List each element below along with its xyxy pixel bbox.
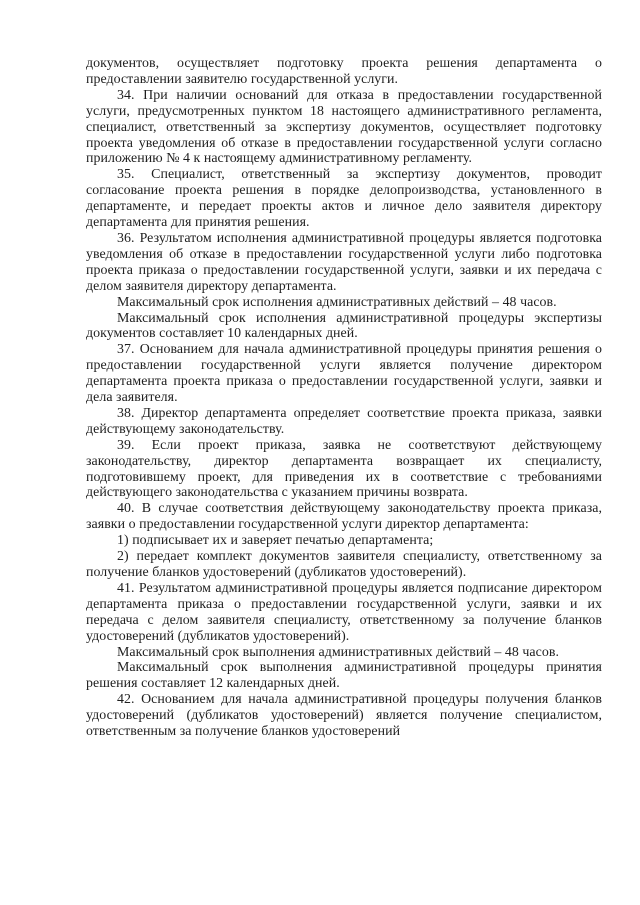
- paragraph-40-item-1: 1) подписывает их и заверяет печатью департамента;: [117, 533, 434, 549]
- paragraph-36: 36. Результатом исполнения административной процедуры является подготовка уведомления об отказе в предоставлении государственной услуги либо подготовка проекта приказа о предоставлении государственной услуги, заявки и их передача с делом заявителя директору департамента.: [86, 230, 602, 294]
- paragraph-37: 37. Основанием для начала административной процедуры принятия решения о предоставлении государственной услуги является получение директором департамента проекта приказа о предоставлении государственной услуги, заявки и дела заявителя.: [86, 342, 602, 406]
- paragraph-41: 41. Результатом административной процедуры является подписание директором департамента приказа о предоставлении государственной услуги, заявки и их передача с делом заявителя специалисту, ответственному за получение бланков удостоверений (дубликатов удостоверений).: [86, 580, 602, 644]
- paragraph-42: 42. Основанием для начала административной процедуры получения бланков удостоверений (дубликатов удостоверений) является получение специалистом, ответственным за получение бланков удостоверений: [86, 692, 602, 740]
- paragraph-40-item-2: 2) передает комплект документов заявителя специалисту, ответственному за получение бланков удостоверений (дубликатов удостоверений).: [86, 549, 602, 580]
- paragraph-36-deadline: Максимальный срок исполнения административных действий – 48 часов.: [117, 294, 557, 310]
- paragraph-35: 35. Специалист, ответственный за экспертизу документов, проводит согласование проекта решения в порядке делопроизводства, установленного в департаменте, и передает проекты актов и личное дело заявителя директору департамента для принятия решения.: [86, 167, 602, 231]
- paragraph-36-expertise-deadline: Максимальный срок исполнения административной процедуры экспертизы документов составляет 10 календарных дней.: [86, 310, 602, 342]
- paragraph-34: 34. При наличии оснований для отказа в предоставлении государственной услуги, предусмотренных пунктом 18 настоящего административного регламента, специалист, ответственный за экспертизу документов, осуществляет подготовку проекта уведомления об отказе в предоставлении государственной услуги согласно приложению № 4 к настоящему административному регламенту.: [86, 87, 602, 167]
- paragraph-39: 39. Если проект приказа, заявка не соответствуют действующему законодательству, директор департамента возвращает их специалисту, подготовившему проект, для приведения их в соответствие с требованиями действующего законодательства с указанием причины возврата.: [86, 437, 602, 501]
- paragraph-40: 40. В случае соответствия действующему законодательству проекта приказа, заявки о предоставлении государственной услуги директор департамента:: [86, 501, 602, 533]
- document-body: [86, 56, 602, 740]
- paragraph-continuation: документов, осуществляет подготовку проекта решения департамента о предоставлении заявителю государственной услуги.: [86, 56, 602, 87]
- paragraph-41-deadline: Максимальный срок выполнения административных действий – 48 часов.: [117, 644, 559, 660]
- paragraph-38: 38. Директор департамента определяет соответствие проекта приказа, заявки действующему законодательству.: [86, 405, 602, 437]
- paragraph-41-procedure-deadline: Максимальный срок выполнения административной процедуры принятия решения составляет 12 календарных дней.: [86, 660, 602, 692]
